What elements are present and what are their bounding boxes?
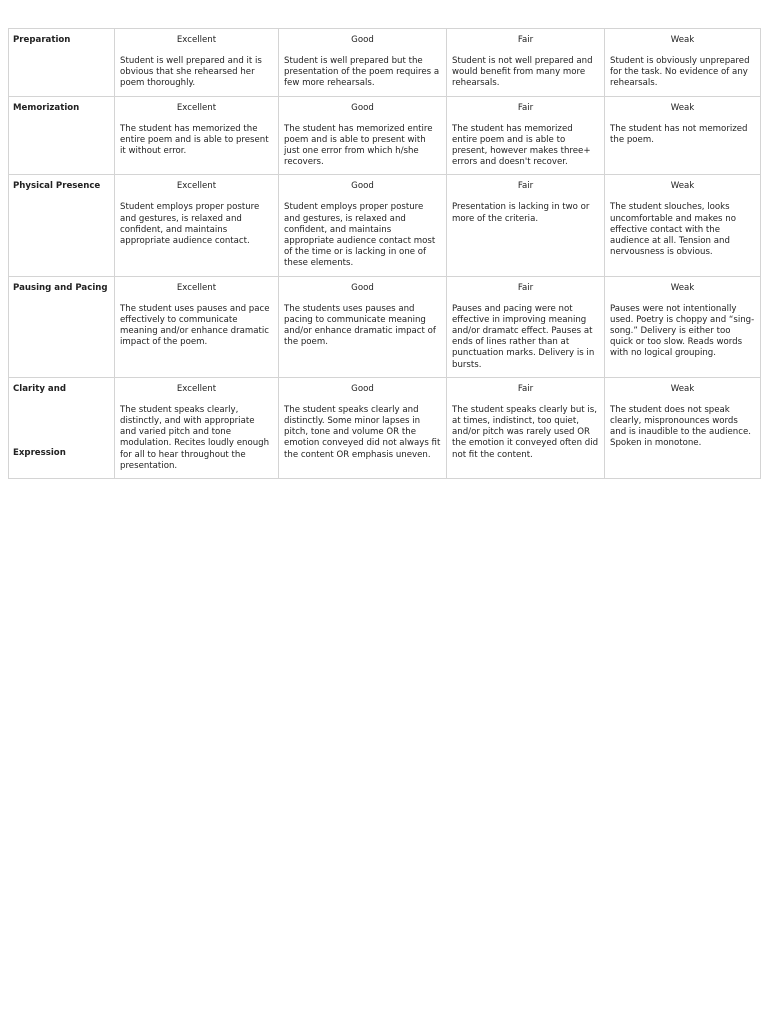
level-label: Fair	[517, 35, 534, 45]
level-description: Student is obviously unprepared for the task. No evidence of any rehearsals.	[610, 56, 750, 89]
criterion-label: Clarity and	[13, 383, 67, 394]
level-description: The student speaks clearly but is, at times, indistinct, too quiet, and/or pitch was rarely used OR the emotion it conveyed often did not fit the content.	[452, 404, 599, 460]
rubric-cell	[605, 276, 761, 377]
rubric-cell	[279, 96, 447, 175]
level-description: Pauses were not intentionally used. Poetry is choppy and “sing-song.” Delivery is either too quick or too slow. Reads words with no logical grouping.	[610, 303, 755, 359]
level-description: The student has not memorized the poem.	[610, 123, 748, 145]
rubric-cell	[279, 29, 447, 97]
rubric-cell	[115, 276, 279, 377]
level-label: Fair	[517, 102, 534, 113]
rubric-cell	[115, 96, 279, 175]
level-description: Student is well prepared but the presentation of the poem requires a few more rehearsals.	[284, 56, 440, 89]
rubric-table	[8, 28, 761, 479]
level-label: Good	[351, 181, 374, 192]
criterion-clarity-expression	[9, 377, 115, 478]
rubric-row-memorization	[9, 96, 761, 175]
level-label: Good	[351, 282, 374, 293]
rubric-cell	[115, 377, 279, 478]
level-label: Good	[351, 102, 374, 113]
level-label: Weak	[670, 35, 695, 45]
level-description: The student has memorized entire poem and is able to present, however makes three+ errors and doesn't recover.	[452, 123, 591, 168]
rubric-row-pausing-pacing	[9, 276, 761, 377]
level-label: Weak	[670, 282, 695, 293]
rubric-cell	[115, 175, 279, 276]
level-description: The students uses pauses and pacing to communicate meaning and/or enhance dramatic impact of the poem.	[284, 303, 436, 348]
level-label: Weak	[670, 383, 695, 394]
level-description: The student speaks clearly, distinctly, and with appropriate and varied pitch and tone modulation. Recites loudly enough for all to hear throughout the presentation.	[120, 404, 270, 471]
level-description: The student does not speak clearly, mispronounces words and is inaudible to the audience. Spoken in monotone.	[610, 404, 751, 449]
rubric-row-physical-presence	[9, 175, 761, 276]
level-description: Student employs proper posture and gestures, is relaxed and confident, and maintains appropriate audience contact most of the time or is lacking in one of these elements.	[284, 202, 436, 269]
rubric-cell	[279, 377, 447, 478]
level-label: Excellent	[176, 35, 217, 45]
rubric-cell	[447, 96, 605, 175]
level-description: The student has memorized entire poem and is able to present with just one error from which h/she recovers.	[284, 123, 433, 168]
rubric-cell	[605, 377, 761, 478]
rubric-cell	[447, 29, 605, 97]
criterion-preparation: Preparation	[9, 29, 115, 97]
rubric-cell	[115, 29, 279, 97]
level-label: Fair	[517, 282, 534, 293]
level-description: The student speaks clearly and distinctly. Some minor lapses in pitch, tone and volume OR the emotion conveyed did not always fit the content OR emphasis uneven.	[284, 404, 441, 460]
level-description: Student is well prepared and it is obvious that she rehearsed her poem thoroughly.	[120, 56, 262, 89]
level-label: Good	[351, 35, 374, 45]
rubric-cell	[605, 96, 761, 175]
rubric-row-clarity-expression	[9, 377, 761, 478]
level-description: Student is not well prepared and would benefit from many more rehearsals.	[452, 56, 593, 89]
rubric-cell	[605, 29, 761, 97]
rubric-cell	[447, 377, 605, 478]
rubric-cell	[605, 175, 761, 276]
criterion-physical-presence: Physical Presence	[9, 175, 115, 276]
rubric-row-preparation	[9, 29, 761, 97]
level-description: The student uses pauses and pace effectively to communicate meaning and/or enhance dramatic impact of the poem.	[120, 303, 270, 348]
level-label: Fair	[517, 181, 534, 192]
level-label: Excellent	[176, 102, 217, 113]
level-description: Student employs proper posture and gestures, is relaxed and confident, and maintains appropriate audience contact.	[120, 202, 260, 247]
level-description: Presentation is lacking in two or more of the criteria.	[452, 202, 590, 224]
level-label: Excellent	[176, 181, 217, 192]
level-description: The student has memorized the entire poem and is able to present it without error.	[120, 123, 269, 157]
rubric-cell	[447, 276, 605, 377]
level-label: Weak	[670, 102, 695, 113]
rubric-cell	[279, 175, 447, 276]
criterion-label-continued: Expression	[13, 447, 66, 458]
level-label: Weak	[670, 181, 695, 192]
level-label: Excellent	[176, 383, 217, 394]
level-label: Excellent	[176, 282, 217, 293]
criterion-memorization: Memorization	[9, 96, 115, 175]
level-label: Fair	[517, 383, 534, 394]
rubric-cell	[447, 175, 605, 276]
level-description: The student slouches, looks uncomfortable and makes no effective contact with the audience at all. Tension and nervousness is obvious.	[610, 202, 736, 258]
criterion-pausing-pacing: Pausing and Pacing	[9, 276, 115, 377]
level-label: Good	[351, 383, 374, 394]
level-description: Pauses and pacing were not effective in improving meaning and/or dramatc effect. Pauses at ends of lines rather than at punctuation marks. Delivery is in bursts.	[452, 303, 595, 370]
rubric-cell	[279, 276, 447, 377]
